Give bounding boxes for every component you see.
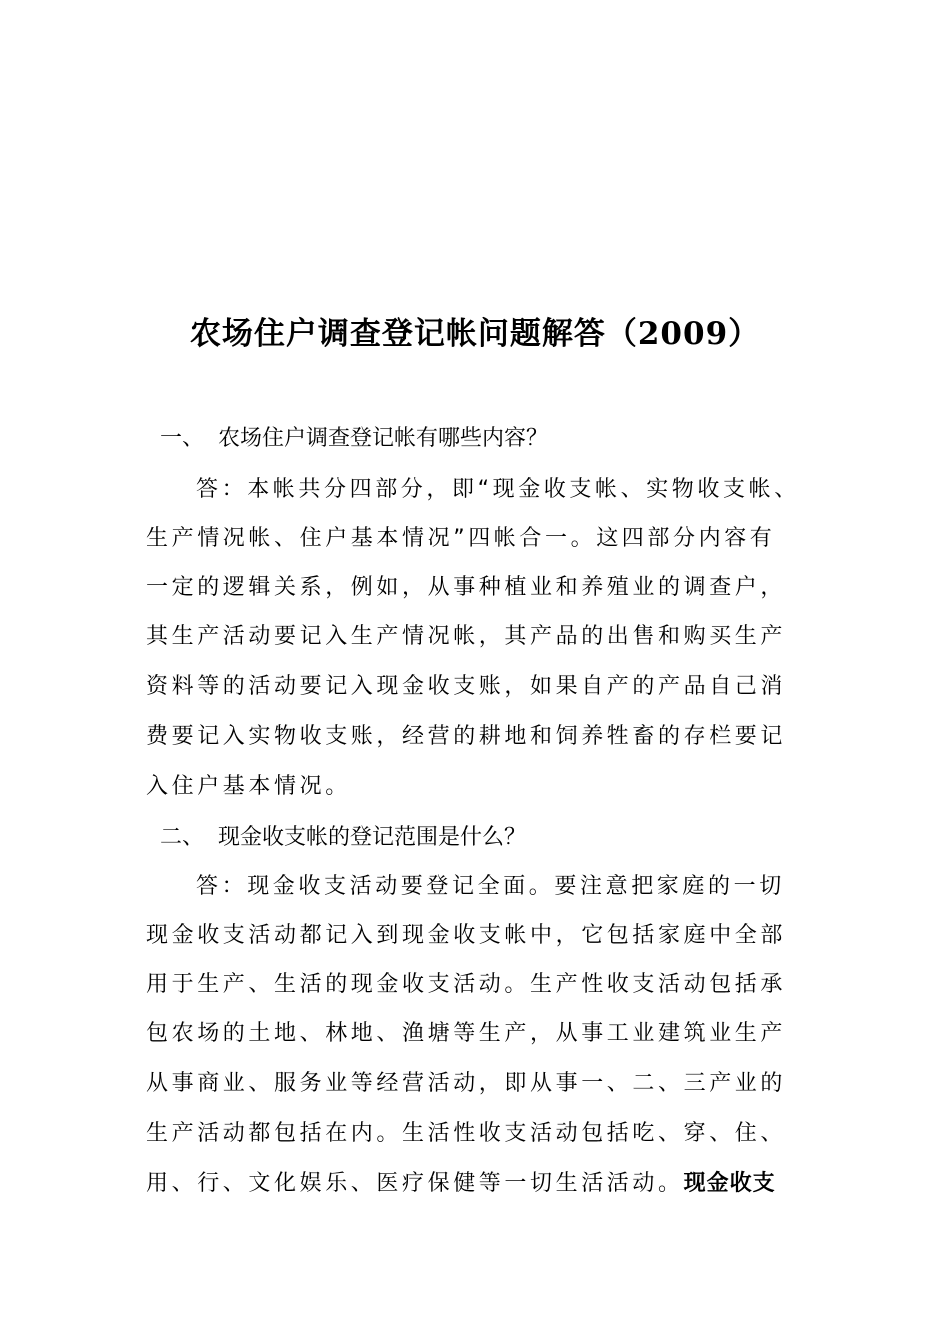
answer-2-line-7 [146, 1169, 826, 1199]
answer-1-line-2: 生产情况帐、住户基本情况”四帐合一。这四部分内容有 [146, 526, 776, 551]
answer-2-line-1: 答：现金收支活动要登记全面。要注意把家庭的一切 [196, 874, 785, 899]
answer-2-line-4: 包农场的土地、林地、渔塘等生产，从事工业建筑业生产 [146, 1021, 787, 1046]
section-question-1: 农场住户调查登记帐有哪些内容？ [218, 426, 549, 451]
answer-2-line-6: 生产活动都包括在内。生活性收支活动包括吃、穿、住、 [146, 1121, 787, 1146]
answer-1-line-5: 资料等的活动要记入现金收支账，如果自产的产品自己消 [146, 674, 787, 699]
section-heading-2 [160, 823, 526, 853]
answer-2-line-5: 从事商业、服务业等经营活动，即从事一、二、三产业的 [146, 1071, 787, 1096]
answer-2-line-2: 现金收支活动都记入到现金收支帐中，它包括家庭中全部 [146, 923, 787, 948]
document-title: 农场住户调查登记帐问题解答（2009） [189, 316, 761, 352]
section-question-2: 现金收支帐的登记范围是什么？ [218, 825, 527, 850]
section-heading-1 [160, 424, 548, 454]
answer-1-line-1: 答：本帐共分四部分，即“现金收支帐、实物收支帐、 [196, 477, 800, 502]
answer-1-line-7: 入住户基本情况。 [146, 774, 351, 799]
section-number-2: 二、 [160, 825, 205, 850]
answer-2-line-7-text: 用、行、文化娱乐、医疗保健等一切生活活动。 [146, 1171, 684, 1196]
section-number-1: 一、 [160, 426, 205, 451]
answer-1-line-3: 一定的逻辑关系，例如，从事种植业和养殖业的调查户， [146, 575, 787, 600]
answer-2-bold-tail: 现金收支 [683, 1171, 776, 1196]
answer-1-line-6: 费要记入实物收支账，经营的耕地和饲养牲畜的存栏要记 [146, 724, 787, 749]
answer-2-line-3: 用于生产、生活的现金收支活动。生产性收支活动包括承 [146, 972, 787, 997]
answer-1-line-4: 其生产活动要记入生产情况帐，其产品的出售和购买生产 [146, 624, 787, 649]
